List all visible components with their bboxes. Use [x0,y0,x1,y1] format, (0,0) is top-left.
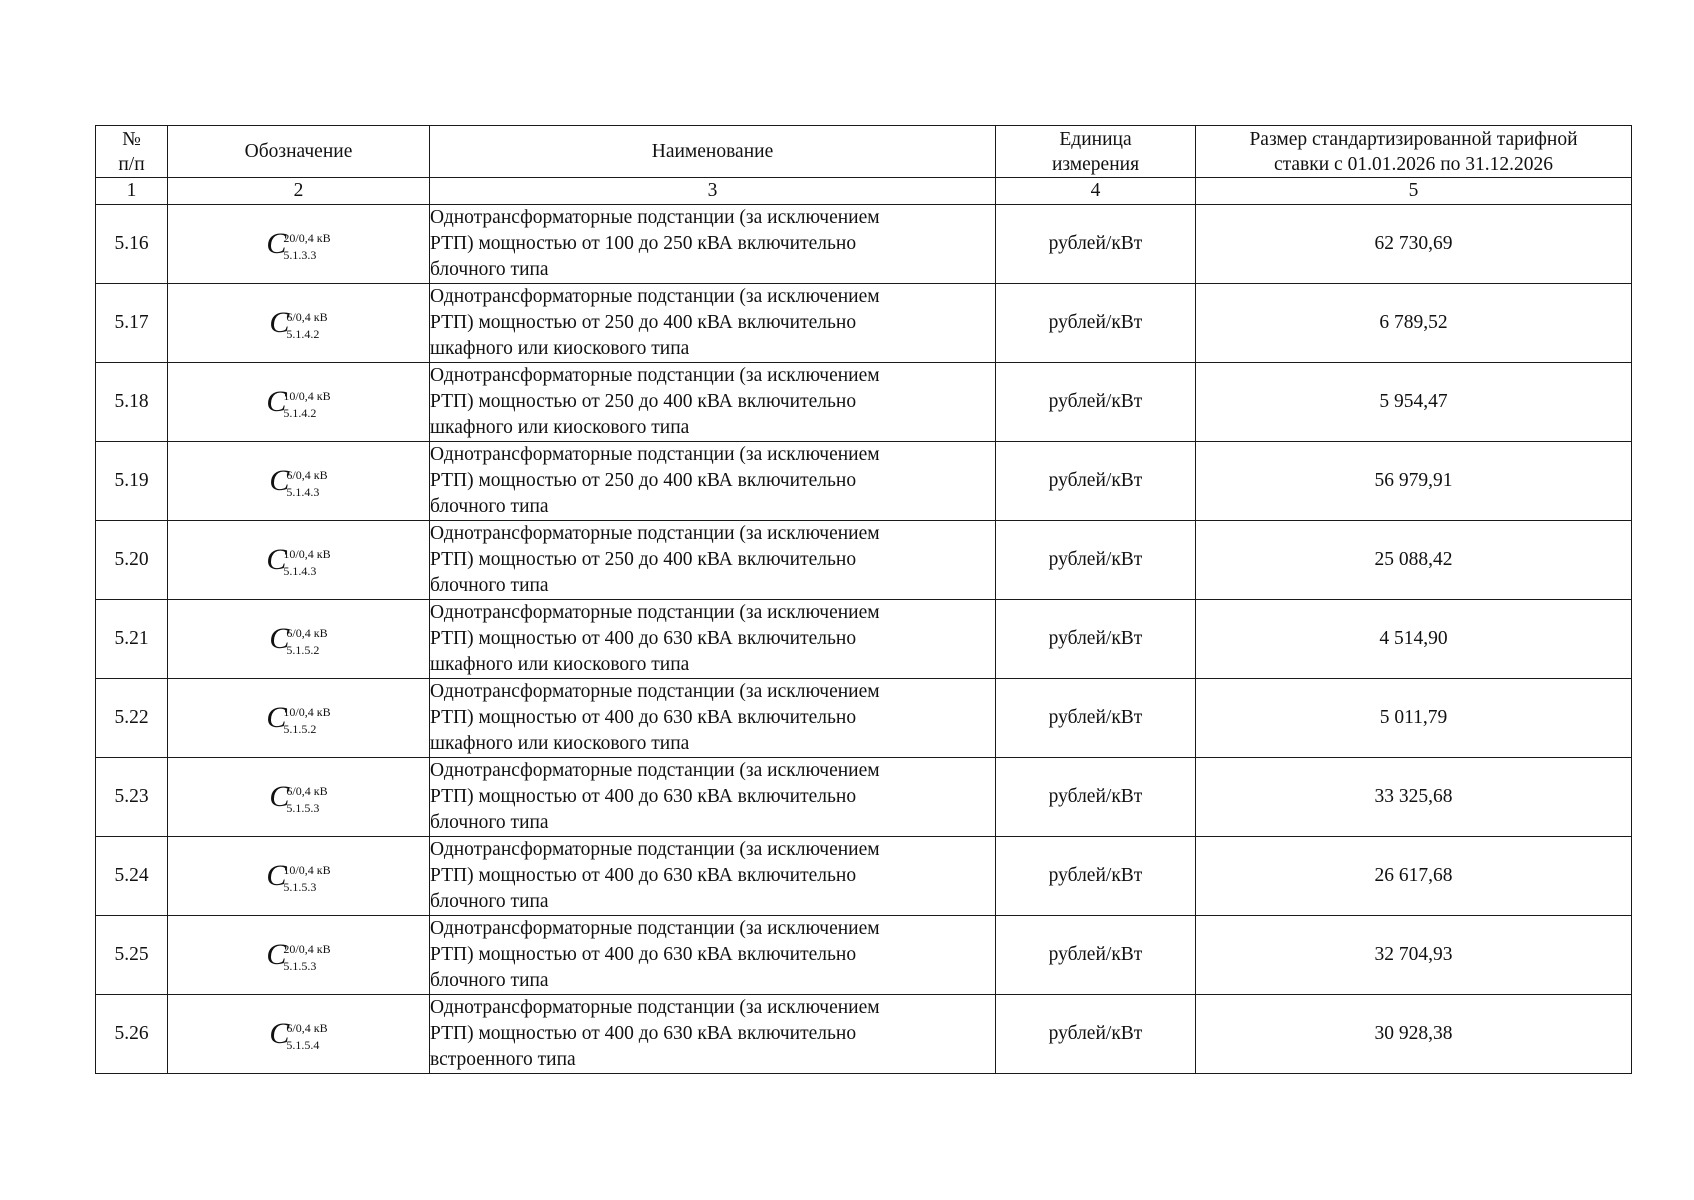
designation-cell [168,995,430,1074]
symbol-letter: C [269,1016,289,1050]
symbol-superscript: 20/0,4 кВ [283,942,331,957]
header-name: Наименование [430,126,996,178]
row-number: 5.25 [96,916,168,995]
symbol-letter: C [266,937,286,971]
name-line: блочного типа [430,575,549,596]
name-line: шкафного или киоскового типа [430,417,690,438]
symbol-indices [286,626,328,658]
row-number: 5.24 [96,837,168,916]
symbol-indices [283,231,331,263]
name-line: блочного типа [430,891,549,912]
rate-value-cell: 32 704,93 [1196,916,1632,995]
unit-cell: рублей/кВт [996,363,1196,442]
name-line: Однотрансформаторные подстанции (за исключением [430,523,880,544]
tariff-symbol [269,306,327,341]
rate-value-cell: 25 088,42 [1196,521,1632,600]
name-line: РТП) мощностью от 400 до 630 кВА включительно [430,1023,857,1044]
name-line: блочного типа [430,970,549,991]
name-line: Однотрансформаторные подстанции (за исключением [430,918,880,939]
table-row [96,284,1632,363]
name-line: блочного типа [430,812,549,833]
name-line: шкафного или киоскового типа [430,338,690,359]
name-line: РТП) мощностью от 400 до 630 кВА включительно [430,786,857,807]
table-row [96,995,1632,1074]
unit-cell: рублей/кВт [996,758,1196,837]
symbol-subscript: 5.1.5.3 [283,880,317,895]
row-number: 5.26 [96,995,168,1074]
row-number: 5.16 [96,205,168,284]
designation-cell [168,600,430,679]
tariff-symbol [269,780,327,815]
name-line: Однотрансформаторные подстанции (за исключением [430,207,880,228]
column-number: 2 [168,178,430,205]
name-line: РТП) мощностью от 250 до 400 кВА включительно [430,470,857,491]
header-unit-line1: Единица [1059,128,1132,150]
rate-value-cell: 26 617,68 [1196,837,1632,916]
name-line: Однотрансформаторные подстанции (за исключением [430,444,880,465]
header-rate [1196,126,1632,178]
designation-cell [168,363,430,442]
unit-cell: рублей/кВт [996,284,1196,363]
name-cell [430,521,996,600]
symbol-subscript: 5.1.5.3 [283,959,317,974]
designation-cell [168,679,430,758]
symbol-subscript: 5.1.4.3 [283,564,317,579]
symbol-subscript: 5.1.4.2 [283,406,317,421]
rate-value-cell: 5 011,79 [1196,679,1632,758]
name-line: блочного типа [430,496,549,517]
unit-cell: рублей/кВт [996,837,1196,916]
row-number: 5.18 [96,363,168,442]
name-line: Однотрансформаторные подстанции (за исключением [430,681,880,702]
name-line: Однотрансформаторные подстанции (за исключением [430,602,880,623]
symbol-indices [283,705,331,737]
unit-cell: рублей/кВт [996,600,1196,679]
row-number: 5.22 [96,679,168,758]
tariff-symbol [269,464,327,499]
rate-value-cell: 5 954,47 [1196,363,1632,442]
symbol-indices [283,389,331,421]
name-cell [430,442,996,521]
name-line: РТП) мощностью от 400 до 630 кВА включительно [430,865,857,886]
header-unit-line2: измерения [1051,153,1140,175]
column-number: 4 [996,178,1196,205]
tariff-symbol [266,385,330,420]
name-cell [430,837,996,916]
name-line: РТП) мощностью от 250 до 400 кВА включительно [430,312,857,333]
symbol-subscript: 5.1.5.4 [286,1038,320,1053]
tariff-symbol [266,227,330,262]
symbol-letter: C [269,621,289,655]
header-rate-line2: ставки с 01.01.2026 по 31.12.2026 [1273,153,1554,175]
table-row [96,205,1632,284]
rate-value-cell: 30 928,38 [1196,995,1632,1074]
name-cell [430,205,996,284]
tariff-symbol [266,701,330,736]
symbol-letter: C [269,305,289,339]
table-row [96,442,1632,521]
column-number-row [96,178,1632,205]
symbol-superscript: 10/0,4 кВ [283,389,331,404]
table-row [96,758,1632,837]
unit-cell: рублей/кВт [996,679,1196,758]
name-line: встроенного типа [430,1049,576,1070]
designation-cell [168,916,430,995]
symbol-indices [286,468,328,500]
designation-cell [168,442,430,521]
designation-cell [168,758,430,837]
tariff-symbol [269,1017,327,1052]
symbol-superscript: 20/0,4 кВ [283,231,331,246]
rate-value-cell: 62 730,69 [1196,205,1632,284]
name-cell [430,758,996,837]
name-line: РТП) мощностью от 400 до 630 кВА включительно [430,707,857,728]
designation-cell [168,521,430,600]
name-line: РТП) мощностью от 250 до 400 кВА включительно [430,391,857,412]
name-cell [430,679,996,758]
table-row [96,521,1632,600]
symbol-indices [286,784,328,816]
designation-cell [168,837,430,916]
table-row [96,679,1632,758]
tariff-symbol [266,543,330,578]
name-cell [430,995,996,1074]
symbol-superscript: 6/0,4 кВ [286,468,328,483]
tariff-symbol [266,938,330,973]
symbol-indices [283,863,331,895]
header-designation: Обозначение [168,126,430,178]
header-rate-line1: Размер стандартизированной тарифной [1249,128,1578,150]
rate-value-cell: 6 789,52 [1196,284,1632,363]
symbol-superscript: 6/0,4 кВ [286,784,328,799]
table-row [96,916,1632,995]
name-line: Однотрансформаторные подстанции (за исключением [430,997,880,1018]
rate-value-cell: 33 325,68 [1196,758,1632,837]
symbol-superscript: 6/0,4 кВ [286,310,328,325]
symbol-superscript: 10/0,4 кВ [283,863,331,878]
tariff-symbol [266,859,330,894]
unit-cell: рублей/кВт [996,205,1196,284]
symbol-subscript: 5.1.5.2 [283,722,317,737]
name-line: шкафного или киоскового типа [430,733,690,754]
symbol-indices [286,1021,328,1053]
symbol-letter: C [266,858,286,892]
column-number: 3 [430,178,996,205]
symbol-superscript: 6/0,4 кВ [286,1021,328,1036]
rate-value-cell: 4 514,90 [1196,600,1632,679]
designation-cell [168,284,430,363]
header-number [96,126,168,178]
header-number-line1: № [122,128,141,150]
symbol-indices [286,310,328,342]
row-number: 5.17 [96,284,168,363]
table-body [96,205,1632,1074]
symbol-superscript: 6/0,4 кВ [286,626,328,641]
unit-cell: рублей/кВт [996,995,1196,1074]
unit-cell: рублей/кВт [996,442,1196,521]
symbol-letter: C [266,700,286,734]
table-row [96,363,1632,442]
column-number: 5 [1196,178,1632,205]
rate-value-cell: 56 979,91 [1196,442,1632,521]
header-row [96,126,1632,178]
tariff-symbol [269,622,327,657]
name-cell [430,600,996,679]
row-number: 5.20 [96,521,168,600]
symbol-subscript: 5.1.4.3 [286,485,320,500]
symbol-subscript: 5.1.4.2 [286,327,320,342]
row-number: 5.19 [96,442,168,521]
symbol-letter: C [266,226,286,260]
designation-cell [168,205,430,284]
name-line: блочного типа [430,259,549,280]
table-row [96,837,1632,916]
name-line: шкафного или киоскового типа [430,654,690,675]
symbol-letter: C [266,384,286,418]
column-number: 1 [96,178,168,205]
symbol-indices [283,547,331,579]
name-line: Однотрансформаторные подстанции (за исключением [430,760,880,781]
unit-cell: рублей/кВт [996,521,1196,600]
symbol-letter: C [269,779,289,813]
name-line: Однотрансформаторные подстанции (за исключением [430,286,880,307]
name-line: РТП) мощностью от 400 до 630 кВА включительно [430,628,857,649]
symbol-superscript: 10/0,4 кВ [283,705,331,720]
tariff-table [95,125,1632,1074]
symbol-superscript: 10/0,4 кВ [283,547,331,562]
row-number: 5.21 [96,600,168,679]
name-line: Однотрансформаторные подстанции (за исключением [430,839,880,860]
name-line: РТП) мощностью от 400 до 630 кВА включительно [430,944,857,965]
name-line: РТП) мощностью от 100 до 250 кВА включительно [430,233,857,254]
symbol-subscript: 5.1.3.3 [283,248,317,263]
table-row [96,600,1632,679]
header-number-line2: п/п [118,153,145,175]
symbol-subscript: 5.1.5.3 [286,801,320,816]
symbol-letter: C [266,542,286,576]
name-cell [430,284,996,363]
name-line: Однотрансформаторные подстанции (за исключением [430,365,880,386]
name-cell [430,916,996,995]
unit-cell: рублей/кВт [996,916,1196,995]
symbol-indices [283,942,331,974]
header-unit [996,126,1196,178]
name-cell [430,363,996,442]
name-line: РТП) мощностью от 250 до 400 кВА включительно [430,549,857,570]
symbol-letter: C [269,463,289,497]
row-number: 5.23 [96,758,168,837]
symbol-subscript: 5.1.5.2 [286,643,320,658]
